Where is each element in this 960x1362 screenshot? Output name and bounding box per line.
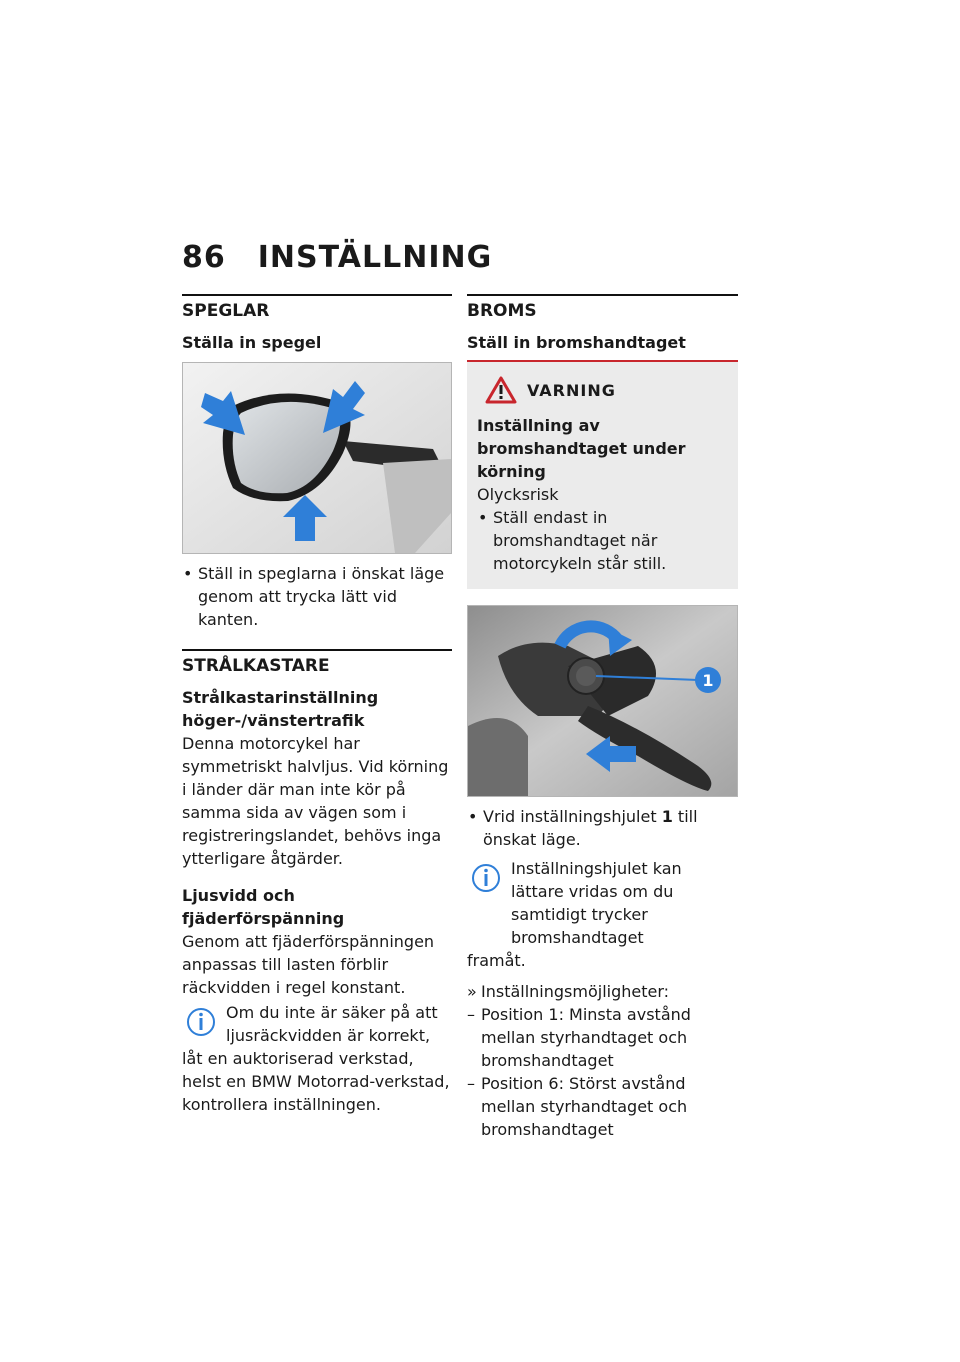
info-text-first: Inställningshjulet kan lättare vridas om du samtidigt trycker bromshandtaget [511, 859, 682, 947]
warning-title: Inställning av bromshandtaget under körning [477, 416, 686, 481]
warning-risk: Olycksrisk [477, 485, 559, 504]
warning-box [467, 360, 738, 589]
page-header [182, 240, 492, 275]
subtitle-adjust-mirror: Ställa in spegel [182, 333, 322, 352]
section-title-brake: BROMS [467, 301, 537, 321]
adjust-instruction [467, 805, 738, 851]
headlight-text: Denna motorcykel har symmetriskt halvljus. Vid körning i länder där man inte kör på samma sida av vägen som i registreringslandet, behövs inga ytterligare åtgärder. [182, 734, 449, 868]
section-rule [182, 294, 452, 296]
brake-lever-figure [467, 605, 738, 797]
info-icon [186, 1007, 216, 1037]
left-column [182, 294, 452, 1116]
warning-instruction: • Ställ endast in bromshandtaget när motorcykeln står still. [477, 506, 728, 575]
section-title-mirrors: SPEGLAR [182, 301, 270, 321]
option-item: – Position 6: Störst avstånd mellan styrhandtaget och bromshandtaget [467, 1072, 738, 1141]
adjust-ref-number: 1 [661, 807, 673, 826]
adjust-text-pre: Vrid inställningshjulet [483, 807, 662, 826]
mirror-instruction: • Ställ in speglarna i önskat läge genom att trycka lätt vid kanten. [182, 562, 452, 631]
right-column [467, 294, 738, 1141]
info-icon [471, 863, 501, 893]
range-text: Genom att fjäderförspänningen anpassas till lasten förblir räckvidden i regel konstant. [182, 932, 435, 997]
callout-number: 1 [702, 671, 714, 690]
warning-triangle-icon [485, 376, 517, 404]
chapter-title: INSTÄLLNING [257, 240, 493, 275]
page-number: 86 [182, 240, 226, 275]
mirror-illustration [183, 363, 451, 553]
info-text-first: Om du inte är säker på att ljusräckvidden är korrekt, [226, 1003, 438, 1045]
brake-lever-illustration [468, 606, 737, 796]
section-rule [182, 649, 452, 651]
subtitle-brake-lever: Ställ in bromshandtaget [467, 333, 686, 352]
warning-label: VARNING [527, 380, 616, 400]
info-note-headlight [182, 1001, 452, 1116]
option-item: – Position 1: Minsta avstånd mellan styrhandtaget och bromshandtaget [467, 1003, 738, 1072]
section-title-headlight: STRÅLKASTARE [182, 656, 330, 676]
info-note-brake [467, 857, 738, 972]
info-text-rest: framåt. [467, 951, 526, 970]
mirror-figure [182, 362, 452, 554]
section-rule [467, 294, 738, 296]
subtitle-headlight-traffic: Strålkastarinställning höger-/vänstertrafik [182, 688, 379, 730]
adjust-text-post: till önskat läge. [483, 807, 698, 849]
options-label: » Inställningsmöjligheter: [467, 980, 738, 1003]
subtitle-range-preload: Ljusvidd och fjäderförspänning [182, 886, 345, 928]
info-text-rest: låt en auktoriserad verkstad, helst en BMW Motorrad-verkstad, kontrollera inställningen. [182, 1049, 450, 1114]
